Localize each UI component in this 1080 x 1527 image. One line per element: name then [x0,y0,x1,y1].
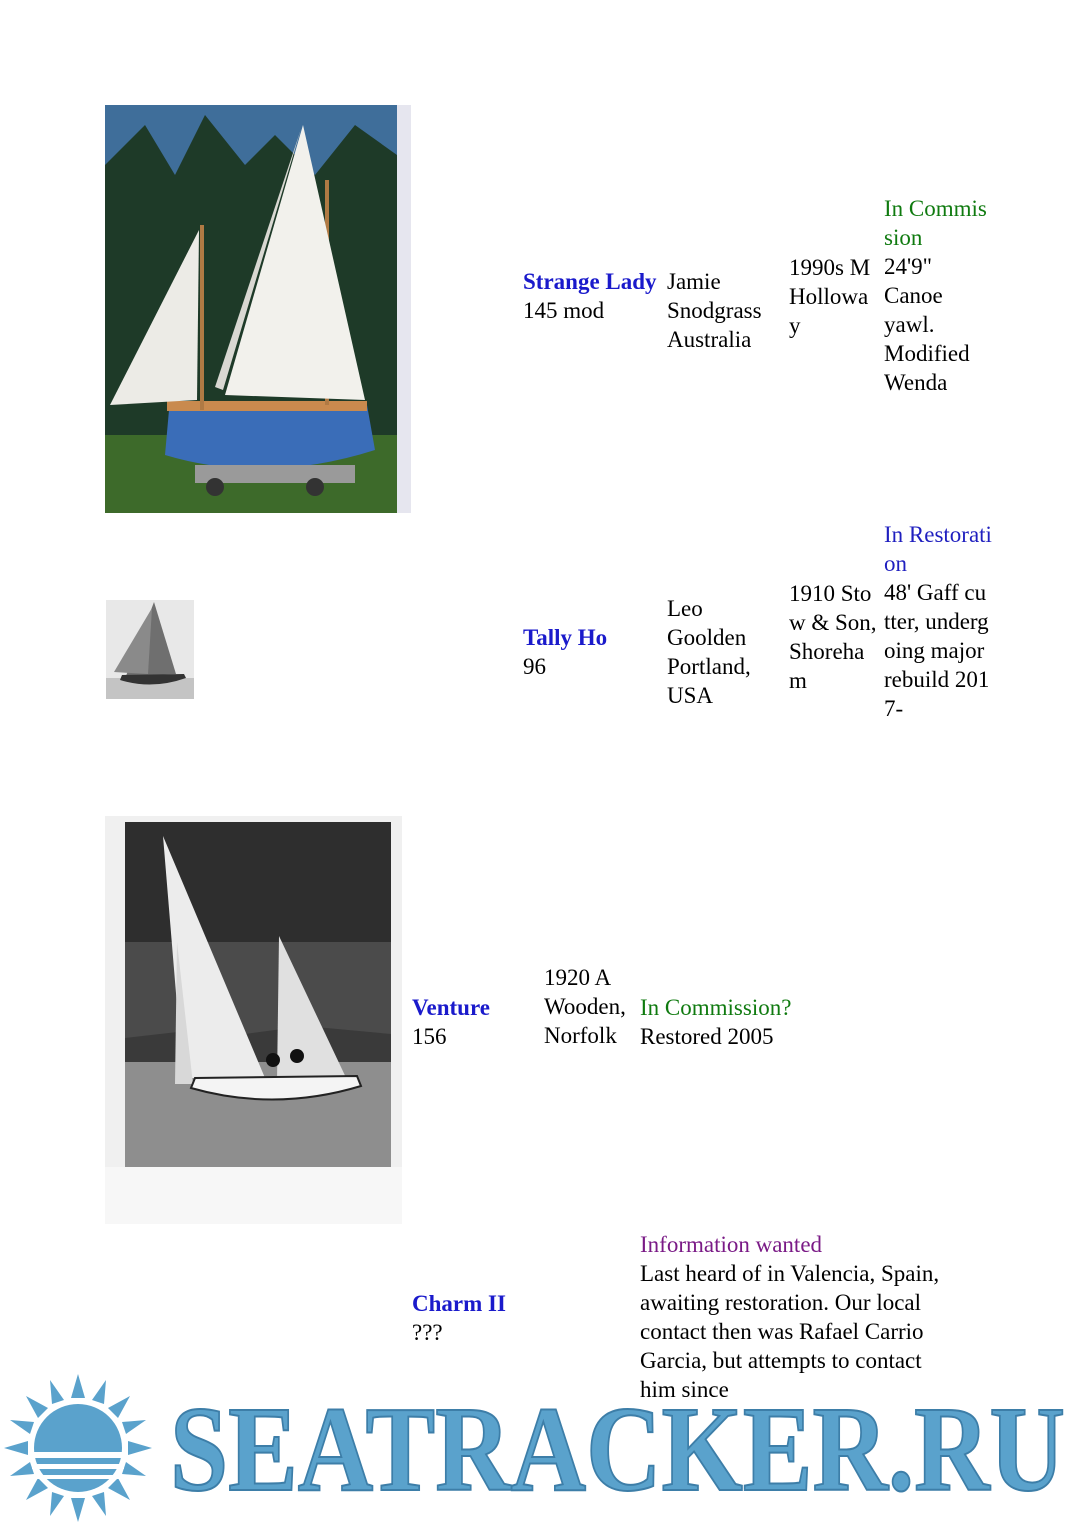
watermark-text: SEATRACKER.RU [170,1382,1065,1517]
status-label: In Restoration [884,522,992,576]
built-cell [789,579,877,695]
boat-photo-tally-ho [106,600,194,699]
boat-name-link[interactable]: Tally Ho [523,625,608,650]
built-info: 1910 Stow & Son, Shoreham [789,581,877,693]
owner-name: Jamie Snodgrass [667,269,762,323]
owner-cell [667,594,782,710]
owner-name: Leo Goolden [667,596,747,650]
built-info: 1920 A Wooden, Norfolk [544,965,626,1048]
watermark [0,1362,1080,1527]
owner-location: Portland, USA [667,654,751,708]
boat-notes: Restored 2005 [640,1024,774,1049]
boat-name-cell [523,267,658,325]
boat-name-link[interactable]: Charm II [412,1291,506,1316]
boat-name-link[interactable]: Strange Lady [523,269,657,294]
sail-number: 156 [412,1024,447,1049]
status-notes-cell [884,194,992,397]
built-info: 1990s M Holloway [789,255,871,338]
boat-notes: Last heard of in Valencia, Spain, awaiting restoration. Our local contact then was Rafael Carrio Garcia, but attempts to contact him since [640,1261,940,1402]
boat-notes: 48' Gaff cutter, undergoing major rebuild 2017- [884,580,990,721]
sail-number: 96 [523,654,546,679]
sail-number: 145 mod [523,298,605,323]
built-cell [544,963,638,1050]
boat-name-cell [523,623,658,681]
owner-cell [667,267,782,354]
boat-notes: 24'9" Canoe yawl. Modified Wenda [884,254,970,395]
sun-logo-icon [4,1374,152,1522]
boat-name-cell [412,1289,537,1347]
owner-location: Australia [667,327,752,352]
built-cell [789,253,877,340]
status-label: Information wanted [640,1232,823,1257]
boat-photo-strange-lady [105,105,411,513]
status-label: In Commission [884,196,987,250]
status-notes-cell [884,520,992,723]
status-label: In Commission? [640,995,792,1020]
boat-photo-venture [105,816,402,1224]
boat-name-link[interactable]: Venture [412,995,490,1020]
status-notes-cell [640,993,940,1051]
boat-name-cell [412,993,537,1051]
sail-number: ??? [412,1320,443,1345]
